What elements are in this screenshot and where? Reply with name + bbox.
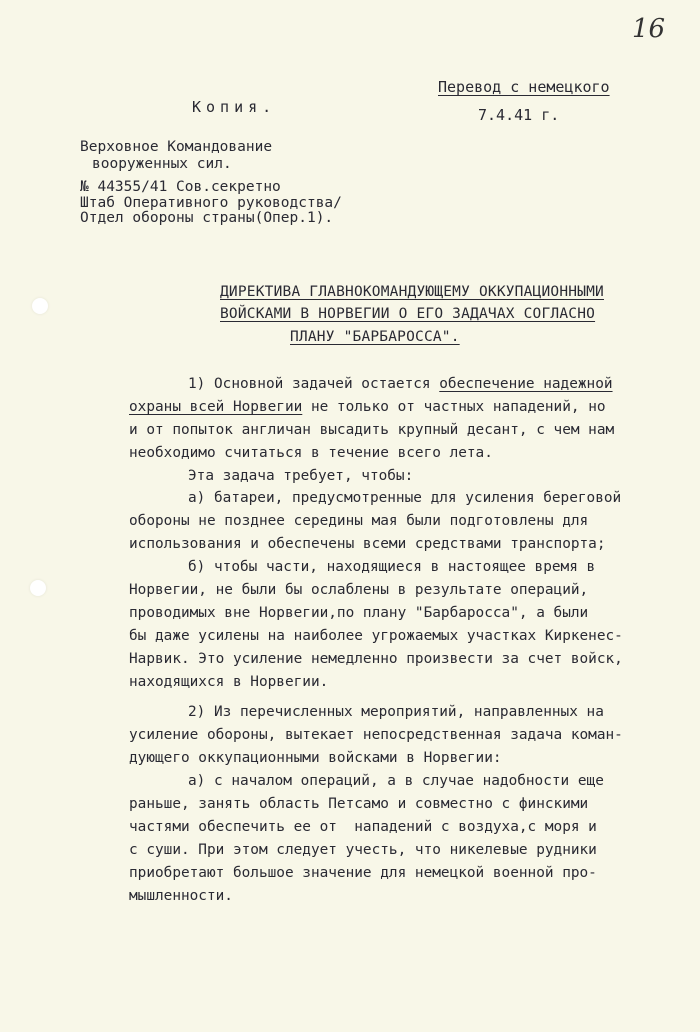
paragraph-line: необходимо считаться в течение всего лета. bbox=[129, 445, 493, 461]
paragraph-line: с суши. При этом следует учесть, что никелевые рудники bbox=[129, 842, 597, 858]
paragraph-line: Эта задача требует, чтобы: bbox=[188, 468, 414, 484]
copy-label: Копия. bbox=[192, 98, 277, 116]
paragraph-line: частями обеспечить ее от нападений с воздуха,с моря и bbox=[129, 819, 597, 835]
punch-hole-bottom bbox=[30, 580, 46, 596]
directive-title: ДИРЕКТИВА ГЛАВНОКОМАНДУЮЩЕМУ ОККУПАЦИОННЫМИ bbox=[220, 284, 604, 300]
header-line: Верховное Командование bbox=[80, 139, 273, 155]
paragraph-line: бы даже усилены на наиболее угрожаемых участках Киркенес- bbox=[129, 628, 623, 644]
paragraph-line: находящихся в Норвегии. bbox=[129, 674, 329, 690]
paragraph-line: Норвегии, не были бы ослаблены в результате операций, bbox=[129, 582, 589, 598]
paragraph-line: и от попыток англичан высадить крупный десант, с чем нам bbox=[129, 422, 615, 438]
paragraph-line: мышленности. bbox=[129, 888, 233, 904]
paragraph-line: а) с началом операций, а в случае надобности еще bbox=[188, 773, 604, 789]
paragraph-line: 1) Основной задачей остается обеспечение надежной bbox=[188, 376, 613, 392]
header-line: Штаб Оперативного руководства/ bbox=[80, 195, 342, 211]
header-line: Отдел обороны страны(Опер.1). bbox=[80, 210, 334, 226]
punch-hole-top bbox=[32, 298, 48, 314]
directive-title: ВОЙСКАМИ В НОРВЕГИИ О ЕГО ЗАДАЧАХ СОГЛАСНО bbox=[220, 306, 596, 322]
paragraph-line: 2) Из перечисленных мероприятий, направленных на bbox=[188, 704, 604, 720]
paragraph-line: охраны всей Норвегии не только от частных нападений, но bbox=[129, 399, 606, 415]
paragraph-line: б) чтобы части, находящиеся в настоящее время в bbox=[188, 559, 596, 575]
header-line: № 44355/41 Сов.секретно bbox=[80, 179, 281, 195]
directive-title: ПЛАНУ "БАРБАРОССА". bbox=[290, 329, 460, 345]
page-number: 16 bbox=[632, 14, 666, 44]
paragraph-line: проводимых вне Норвегии,по плану "Барбаросса", а были bbox=[129, 605, 589, 621]
paragraph-line: усиление обороны, вытекает непосредственная задача коман- bbox=[129, 727, 623, 743]
header-line: вооруженных сил. bbox=[92, 156, 232, 172]
translation-note: Перевод с немецкого bbox=[438, 78, 610, 96]
paragraph-line: а) батареи, предусмотренные для усиления береговой bbox=[188, 490, 622, 506]
paragraph-line: дующего оккупационными войсками в Норвегии: bbox=[129, 750, 502, 766]
paragraph-line: обороны не позднее середины мая были подготовлены для bbox=[129, 513, 589, 529]
paragraph-line: приобретают большое значение для немецкой военной про- bbox=[129, 865, 597, 881]
paragraph-line: Нарвик. Это усиление немедленно произвести за счет войск, bbox=[129, 651, 623, 667]
paragraph-line: использования и обеспечены всеми средствами транспорта; bbox=[129, 536, 606, 552]
paragraph-line: раньше, занять область Петсамо и совместно с финскими bbox=[129, 796, 589, 812]
document-date: 7.4.41 г. bbox=[478, 106, 560, 124]
